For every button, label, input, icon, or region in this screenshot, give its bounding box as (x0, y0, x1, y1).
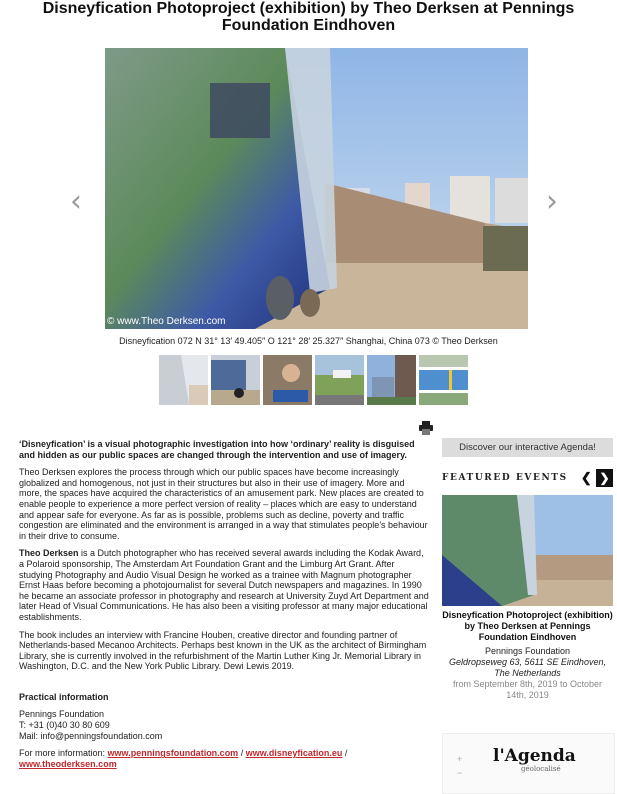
venue-name: Pennings Foundation (19, 709, 105, 720)
article-paragraph-text: is a Dutch photographer who has received several awards including the Kodak Award, a Polaroid sponsorship, The Amsterdam Art Foundation Grant and the Limburg Art Grant. After studying Photography and Audio Visual Design he worked as a trainee with Magnum photographer Ernst Haas before becoming a photojournalist for several Dutch newspapers and magazines. In 1990 he became an associate professor in photography and research at University Zuyd Art Department and later Head of Visual Communications. He has also been a visiting professor at many major educational establishments. (19, 548, 429, 622)
print-button[interactable] (418, 420, 434, 436)
contact-info (19, 709, 429, 741)
image-caption: Disneyfication 072 N 31° 13′ 49.405″ O 121° 28′ 25.327″ Shanghai, China 073 © Theo Derksen (119, 336, 498, 346)
practical-info-heading: Practical information (19, 691, 109, 702)
more-info (19, 748, 429, 769)
featured-event-image[interactable] (442, 495, 613, 606)
thumbnail[interactable] (419, 355, 468, 405)
link-disneyfication[interactable]: www.disneyfication.eu (245, 748, 343, 759)
map-zoom-in-button[interactable]: + (457, 754, 463, 764)
featured-next-button[interactable]: ❯ (596, 469, 613, 487)
featured-event-photo (442, 495, 613, 606)
agenda-logo: l'Agenda (493, 746, 576, 766)
article-paragraph: The book includes an interview with Francine Houben, creative director and founding partner of Netherlands-based Mecanoo Architects. Perhaps best known in the UK as the architect of Birmingham Library, she is currently involved in the refurbishment of the Martin Luther King Jr. Memorial Library in Washington, D.C. and the New York Public Library. Dewi Lewis 2019. (19, 629, 427, 672)
printer-icon (418, 420, 434, 436)
link-penningsfoundation[interactable]: www.penningsfoundation.com (107, 748, 239, 759)
article-paragraph: Theo Derksen explores the process through which our public spaces have become increasingly globalized and homogenous, not just in their structures but also in their use of imagery. More and more, the spaces have acquired the characteristics of an amusement park. New places are created to enable people to experience a more perfect version of reality – places which are easy to understand and appear safe for everyone. As far as is possible, problems such as decline, poverty and traffic congestion are eliminated and the environment is arranged in a way that stimulates people’s behaviour in their drive to consume. (19, 467, 428, 541)
photo-billboard-wall (105, 48, 528, 329)
featured-event-address-country: The Netherlands (494, 668, 561, 678)
article-paragraph (19, 548, 429, 622)
featured-events-title: FEATURED EVENTS (442, 473, 568, 483)
featured-event-title[interactable]: Disneyfication Photoproject (exhibition) by Theo Derksen at Pennings Foundation Eindhoven (442, 610, 613, 642)
link-separator: / (238, 748, 246, 759)
article-lead: ‘Disneyfication’ is a visual photographic investigation into how ‘ordinary’ reality is disguised and hidden as our public spaces are changed through the intervention and use of imagery. (19, 439, 415, 460)
featured-event-venue: Pennings Foundation (484, 646, 571, 656)
thumbnail[interactable] (263, 355, 312, 405)
artist-name: Theo Derksen (19, 548, 79, 559)
thumbnail[interactable] (367, 355, 416, 405)
featured-event-address: Geldropseweg 63, 5611 SE Eindhoven, (449, 657, 606, 667)
venue-mail: Mail: info@penningsfoundation.com (19, 730, 163, 741)
thumbnail[interactable] (315, 355, 364, 405)
main-gallery-image (105, 48, 528, 329)
featured-events-header (442, 469, 613, 487)
agenda-map-widget[interactable] (442, 733, 615, 794)
sidebar (442, 438, 613, 701)
thumbnail-strip (159, 355, 468, 405)
interactive-agenda-button[interactable]: Discover our interactive Agenda! (442, 438, 613, 457)
article-body (19, 439, 429, 776)
thumbnail[interactable] (159, 355, 208, 405)
agenda-logo-subtitle: géolocalisé (521, 765, 561, 773)
map-zoom-controls (457, 752, 462, 780)
link-separator: / (342, 748, 348, 759)
map-zoom-out-button[interactable]: − (457, 768, 463, 778)
gallery-next-button[interactable]: › (546, 184, 558, 219)
featured-event-details (442, 610, 613, 701)
gallery-prev-button[interactable]: ‹ (70, 184, 82, 219)
page-title: Disneyfication Photoproject (exhibition) by Theo Derksen at Pennings Foundation Eindhoven (42, 0, 575, 34)
featured-event-dates: from September 8th, 2019 to October 14th, 2019 (452, 679, 603, 700)
more-info-label: For more information: (19, 748, 108, 759)
link-theoderksen[interactable]: www.theoderksen.com (19, 758, 117, 769)
venue-phone: T: +31 (0)40 30 80 609 (19, 720, 110, 731)
featured-prev-button[interactable]: ❮ (580, 470, 592, 485)
thumbnail[interactable] (211, 355, 260, 405)
image-watermark: © www.Theo Derksen.com (107, 316, 226, 327)
